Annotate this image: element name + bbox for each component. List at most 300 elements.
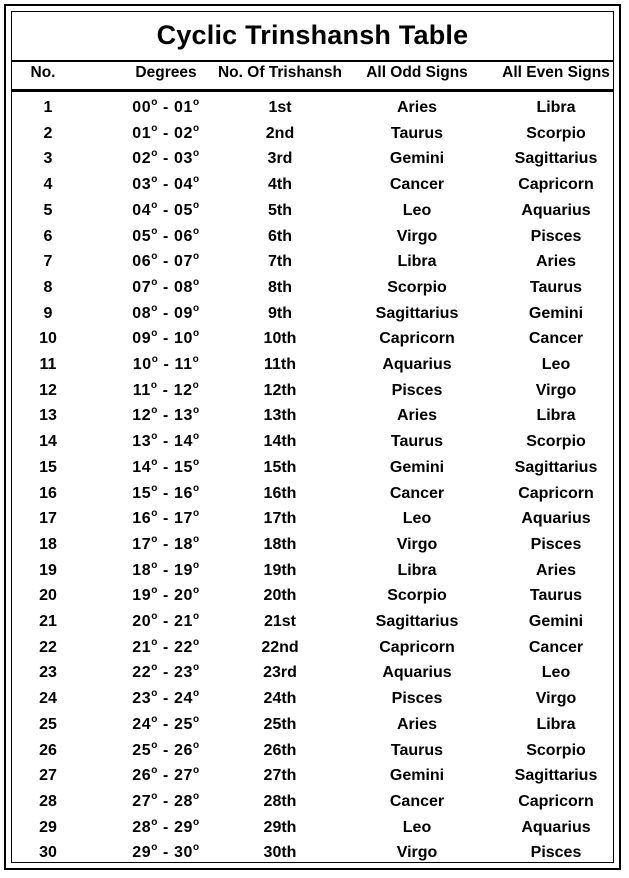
degree-separator: - xyxy=(157,227,175,245)
degree-to: 14 xyxy=(174,433,194,451)
degree-symbol: o xyxy=(193,842,200,854)
degree-separator: - xyxy=(157,201,175,219)
degree-symbol: o xyxy=(151,302,158,314)
table-title: Cyclic Trinshansh Table xyxy=(156,20,469,50)
degree-symbol: o xyxy=(193,199,200,211)
cell-no: 24 xyxy=(39,690,57,708)
cell-no: 20 xyxy=(39,587,57,605)
cell-no: 9 xyxy=(43,304,53,322)
degree-from: 06 xyxy=(132,253,152,271)
degree-from: 15 xyxy=(132,484,152,502)
table-row xyxy=(12,739,613,763)
cell-trinshansh: 5th xyxy=(268,201,292,219)
degree-symbol: o xyxy=(193,148,200,160)
cell-odd-sign: Capricorn xyxy=(379,330,455,348)
table-row xyxy=(12,327,613,351)
cell-odd-sign: Gemini xyxy=(389,458,445,476)
table-row xyxy=(12,173,613,197)
degree-from: 23 xyxy=(132,690,152,708)
degree-to: 11 xyxy=(174,356,193,373)
cell-even-sign: Sagittarius xyxy=(514,150,598,168)
degree-separator: - xyxy=(157,715,175,733)
degree-from: 14 xyxy=(132,458,152,476)
cell-odd-sign: Virgo xyxy=(396,227,438,245)
degree-symbol: o xyxy=(193,790,200,802)
table-row xyxy=(12,687,613,711)
cell-even-sign: Capricorn xyxy=(518,792,594,810)
header-no: No. xyxy=(30,64,56,81)
degree-symbol: o xyxy=(151,354,159,365)
degree-symbol: o xyxy=(151,122,158,134)
cell-trinshansh: 14th xyxy=(263,433,297,451)
degree-symbol: o xyxy=(193,97,200,108)
cell-odd-sign: Capricorn xyxy=(379,638,455,656)
degree-symbol: o xyxy=(151,816,158,828)
degree-to: 06 xyxy=(174,227,194,245)
cell-trinshansh: 30th xyxy=(263,844,297,862)
cell-no: 19 xyxy=(39,561,57,579)
table-row xyxy=(12,250,613,274)
cell-odd-sign: Leo xyxy=(402,201,432,219)
table-row xyxy=(12,507,613,531)
degree-symbol: o xyxy=(192,379,200,391)
degree-separator: - xyxy=(157,561,175,579)
cell-trinshansh: 19th xyxy=(263,561,297,579)
degree-symbol: o xyxy=(193,251,200,263)
cell-odd-sign: Scorpio xyxy=(387,587,447,605)
degree-from: 20 xyxy=(132,613,152,630)
table-row xyxy=(12,96,613,120)
cell-even-sign: Libra xyxy=(536,715,576,733)
degree-symbol: o xyxy=(151,636,158,648)
degree-to: 27 xyxy=(174,767,194,785)
cell-trinshansh: 25th xyxy=(263,715,297,733)
degree-to: 09 xyxy=(174,304,194,322)
cell-odd-sign: Aries xyxy=(396,407,438,425)
table-row xyxy=(12,353,613,377)
degree-from: 10 xyxy=(132,356,152,373)
header-trinshansh: No. Of Trishansh xyxy=(217,64,342,81)
cell-no: 12 xyxy=(39,381,57,399)
degree-from: 17 xyxy=(132,535,152,553)
degree-separator: - xyxy=(158,356,175,373)
degree-to: 13 xyxy=(174,407,194,425)
cell-trinshansh: 28th xyxy=(263,792,297,810)
degree-separator: - xyxy=(157,535,175,553)
cell-trinshansh: 12th xyxy=(263,381,297,399)
degree-separator: - xyxy=(157,278,175,296)
degree-symbol: o xyxy=(151,199,158,211)
cell-no: 14 xyxy=(39,433,57,451)
degree-to: 05 xyxy=(174,201,194,219)
degree-symbol: o xyxy=(193,456,200,468)
cell-even-sign: Sagittarius xyxy=(514,767,598,785)
cell-odd-sign: Taurus xyxy=(390,433,444,451)
table-row xyxy=(12,533,613,557)
degree-to: 21 xyxy=(174,613,194,630)
degree-from: 27 xyxy=(132,792,152,810)
degree-symbol: o xyxy=(151,431,158,443)
cell-odd-sign: Cancer xyxy=(389,176,445,194)
cell-even-sign: Aquarius xyxy=(521,201,591,219)
degree-separator: - xyxy=(157,176,175,194)
cell-no: 16 xyxy=(39,484,57,502)
degree-to: 19 xyxy=(174,561,194,579)
cell-no: 13 xyxy=(39,407,57,425)
cell-trinshansh: 22nd xyxy=(261,638,299,656)
degree-symbol: o xyxy=(193,122,200,134)
table-frame xyxy=(4,4,621,870)
cell-odd-sign: Aquarius xyxy=(382,356,452,373)
degree-from: 26 xyxy=(132,767,152,785)
cell-trinshansh: 29th xyxy=(263,818,297,836)
degree-to: 23 xyxy=(174,664,194,682)
cell-trinshansh: 18th xyxy=(263,535,297,553)
cell-even-sign: Aries xyxy=(535,253,577,271)
header-degrees: Degrees xyxy=(135,64,197,81)
cell-no: 11 xyxy=(39,356,57,373)
cell-even-sign: Libra xyxy=(536,407,576,425)
cell-no: 8 xyxy=(43,278,53,296)
cell-odd-sign: Cancer xyxy=(389,484,445,502)
degree-separator: - xyxy=(157,433,175,451)
degree-symbol: o xyxy=(151,276,158,288)
degree-separator: - xyxy=(157,484,175,502)
degree-from: 00 xyxy=(132,99,152,116)
cell-odd-sign: Taurus xyxy=(390,741,444,759)
degree-separator: - xyxy=(157,330,175,348)
degree-from: 01 xyxy=(132,124,152,142)
degree-symbol: o xyxy=(193,302,200,314)
degree-to: 07 xyxy=(174,253,194,271)
cell-odd-sign: Libra xyxy=(397,253,437,271)
cell-even-sign: Pisces xyxy=(530,535,582,553)
cell-no: 18 xyxy=(39,535,57,553)
cell-even-sign: Libra xyxy=(536,99,576,116)
degree-to: 04 xyxy=(174,176,194,194)
degree-symbol: o xyxy=(151,533,158,545)
cell-no: 6 xyxy=(43,227,53,245)
cell-even-sign: Cancer xyxy=(528,330,584,348)
cell-even-sign: Pisces xyxy=(530,844,582,862)
degree-to: 25 xyxy=(174,715,194,733)
degree-symbol: o xyxy=(193,276,200,288)
cell-even-sign: Capricorn xyxy=(518,176,594,194)
degree-symbol: o xyxy=(151,688,158,700)
title-divider xyxy=(12,60,613,62)
cell-trinshansh: 21st xyxy=(263,613,297,630)
cell-even-sign: Taurus xyxy=(529,587,583,605)
cell-trinshansh: 3rd xyxy=(267,150,293,168)
table-row xyxy=(12,713,613,737)
degree-symbol: o xyxy=(193,688,200,700)
degree-to: 03 xyxy=(174,150,194,168)
degree-from: 25 xyxy=(132,741,152,759)
degree-symbol: o xyxy=(193,739,200,751)
degree-symbol: o xyxy=(151,174,158,186)
degree-from: 09 xyxy=(132,330,152,348)
cell-odd-sign: Sagittarius xyxy=(375,613,459,630)
cell-trinshansh: 20th xyxy=(263,587,297,605)
degree-separator: - xyxy=(157,381,174,399)
degree-symbol: o xyxy=(150,379,158,391)
cell-even-sign: Gemini xyxy=(528,613,584,630)
table-row xyxy=(12,764,613,788)
degree-symbol: o xyxy=(151,405,158,417)
degree-symbol: o xyxy=(193,431,200,443)
table-inner-frame xyxy=(11,11,614,863)
degree-separator: - xyxy=(157,587,175,605)
cell-even-sign: Pisces xyxy=(530,227,582,245)
degree-from: 29 xyxy=(132,844,152,862)
table-row xyxy=(12,584,613,608)
degree-from: 04 xyxy=(132,201,152,219)
degree-symbol: o xyxy=(151,251,158,263)
cell-even-sign: Aquarius xyxy=(521,818,591,836)
degree-separator: - xyxy=(157,792,175,810)
degree-separator: - xyxy=(157,741,175,759)
degree-symbol: o xyxy=(151,328,158,340)
cell-trinshansh: 24th xyxy=(263,690,297,708)
degree-to: 20 xyxy=(174,587,194,605)
cell-even-sign: Leo xyxy=(541,356,571,373)
degree-to: 22 xyxy=(174,638,194,656)
degree-separator: - xyxy=(157,844,175,862)
cell-odd-sign: Pisces xyxy=(391,690,443,708)
degree-from: 11 xyxy=(132,381,151,399)
degree-symbol: o xyxy=(193,559,200,571)
cell-no: 28 xyxy=(39,792,57,810)
degree-to: 28 xyxy=(174,792,194,810)
degree-from: 24 xyxy=(132,715,152,733)
cell-even-sign: Virgo xyxy=(535,690,577,708)
cell-trinshansh: 2nd xyxy=(265,124,295,142)
cell-odd-sign: Aries xyxy=(396,99,438,116)
cell-no: 2 xyxy=(43,124,53,142)
table-row xyxy=(12,122,613,146)
degree-symbol: o xyxy=(151,559,158,571)
degree-symbol: o xyxy=(193,328,200,340)
cell-no: 10 xyxy=(39,330,57,348)
cell-odd-sign: Virgo xyxy=(396,535,438,553)
degree-separator: - xyxy=(157,510,175,528)
cell-trinshansh: 11th xyxy=(263,356,296,373)
degree-from: 28 xyxy=(132,818,152,836)
degree-separator: - xyxy=(157,304,175,322)
degree-to: 29 xyxy=(174,818,194,836)
table-header-row xyxy=(12,64,613,86)
cell-trinshansh: 27th xyxy=(263,767,297,785)
cell-odd-sign: Leo xyxy=(402,818,432,836)
cell-even-sign: Scorpio xyxy=(526,741,586,759)
degree-to: 26 xyxy=(174,741,194,759)
cell-even-sign: Aries xyxy=(535,561,577,579)
table-row xyxy=(12,482,613,506)
degree-symbol: o xyxy=(193,611,200,622)
cell-odd-sign: Leo xyxy=(402,510,432,528)
degree-symbol: o xyxy=(151,508,158,520)
cell-even-sign: Leo xyxy=(541,664,571,682)
degree-separator: - xyxy=(157,638,175,656)
cell-trinshansh: 1st xyxy=(268,99,292,116)
degree-separator: - xyxy=(157,613,175,630)
degree-symbol: o xyxy=(193,508,200,520)
table-row xyxy=(12,661,613,685)
degree-from: 22 xyxy=(132,664,152,682)
degree-from: 18 xyxy=(132,561,152,579)
degree-to: 08 xyxy=(174,278,194,296)
degree-symbol: o xyxy=(193,662,200,674)
degree-symbol: o xyxy=(151,662,158,674)
degree-separator: - xyxy=(157,407,175,425)
cell-trinshansh: 4th xyxy=(268,176,292,194)
cell-even-sign: Scorpio xyxy=(526,433,586,451)
degree-to: 15 xyxy=(174,458,194,476)
cell-even-sign: Sagittarius xyxy=(514,458,598,476)
cell-odd-sign: Taurus xyxy=(390,124,444,142)
degree-symbol: o xyxy=(151,585,158,597)
degree-separator: - xyxy=(157,99,175,116)
degree-symbol: o xyxy=(192,354,200,365)
cell-even-sign: Aquarius xyxy=(521,510,591,528)
cell-even-sign: Scorpio xyxy=(526,124,586,142)
degree-to: 10 xyxy=(174,330,194,348)
degree-to: 18 xyxy=(174,535,194,553)
cell-odd-sign: Libra xyxy=(397,561,437,579)
cell-no: 25 xyxy=(39,715,57,733)
cell-trinshansh: 9th xyxy=(268,304,292,322)
degree-symbol: o xyxy=(193,174,200,186)
cell-no: 4 xyxy=(43,176,53,194)
table-row xyxy=(12,379,613,403)
cell-no: 17 xyxy=(39,510,57,528)
cell-no: 15 xyxy=(39,458,57,476)
cell-even-sign: Cancer xyxy=(528,638,584,656)
cell-trinshansh: 16th xyxy=(263,484,297,502)
degree-symbol: o xyxy=(193,816,200,828)
cell-no: 30 xyxy=(39,844,57,862)
cell-trinshansh: 17th xyxy=(263,510,297,528)
table-row xyxy=(12,790,613,814)
cell-odd-sign: Aquarius xyxy=(382,664,452,682)
degree-from: 21 xyxy=(132,638,152,656)
cell-no: 1 xyxy=(43,99,53,116)
table-row xyxy=(12,430,613,454)
cell-odd-sign: Sagittarius xyxy=(375,304,459,322)
cell-trinshansh: 6th xyxy=(268,227,292,245)
header-even-signs: All Even Signs xyxy=(502,64,610,81)
cell-trinshansh: 23rd xyxy=(263,664,297,682)
degree-symbol: o xyxy=(193,713,200,725)
degree-from: 03 xyxy=(132,176,152,194)
header-divider xyxy=(12,89,613,92)
table-row xyxy=(12,636,613,660)
degree-separator: - xyxy=(157,767,175,785)
cell-odd-sign: Cancer xyxy=(389,792,445,810)
table-row xyxy=(12,302,613,326)
degree-from: 12 xyxy=(132,407,152,425)
degree-separator: - xyxy=(157,124,175,142)
cell-no: 26 xyxy=(39,741,57,759)
degree-from: 16 xyxy=(132,510,152,528)
cell-trinshansh: 15th xyxy=(263,458,297,476)
degree-to: 02 xyxy=(174,124,194,142)
degree-from: 13 xyxy=(132,433,152,451)
cell-even-sign: Taurus xyxy=(529,278,583,296)
cell-odd-sign: Aries xyxy=(396,715,438,733)
table-row xyxy=(12,404,613,428)
table-row xyxy=(12,610,613,634)
cell-trinshansh: 7th xyxy=(268,253,292,271)
degree-symbol: o xyxy=(151,765,158,777)
degree-symbol: o xyxy=(193,636,200,648)
degree-symbol: o xyxy=(151,482,158,494)
cell-trinshansh: 13th xyxy=(263,407,297,425)
cell-odd-sign: Virgo xyxy=(396,844,438,862)
degree-to: 12 xyxy=(173,381,193,399)
cell-odd-sign: Gemini xyxy=(389,150,445,168)
degree-symbol: o xyxy=(193,585,200,597)
cell-odd-sign: Scorpio xyxy=(387,278,447,296)
degree-to: 16 xyxy=(174,484,194,502)
cell-even-sign: Capricorn xyxy=(518,484,594,502)
degree-to: 01 xyxy=(174,99,194,116)
degree-separator: - xyxy=(157,253,175,271)
table-row xyxy=(12,147,613,171)
header-odd-signs: All Odd Signs xyxy=(366,64,468,81)
degree-to: 24 xyxy=(174,690,194,708)
table-row xyxy=(12,456,613,480)
degree-symbol: o xyxy=(151,148,158,160)
degree-separator: - xyxy=(157,664,175,682)
table-row xyxy=(12,225,613,249)
degree-separator: - xyxy=(157,818,175,836)
degree-symbol: o xyxy=(151,842,158,854)
table-row xyxy=(12,276,613,300)
cell-no: 29 xyxy=(39,818,57,836)
degree-to: 17 xyxy=(174,510,194,528)
degree-symbol: o xyxy=(193,765,200,777)
cell-even-sign: Virgo xyxy=(535,381,577,399)
degree-separator: - xyxy=(157,458,175,476)
cell-no: 7 xyxy=(43,253,53,271)
degree-symbol: o xyxy=(193,225,200,237)
cell-odd-sign: Gemini xyxy=(389,767,445,785)
degree-symbol: o xyxy=(151,456,158,468)
degree-symbol: o xyxy=(193,405,200,417)
cell-no: 5 xyxy=(43,201,53,219)
cell-even-sign: Gemini xyxy=(528,304,584,322)
degree-symbol: o xyxy=(151,790,158,802)
cell-trinshansh: 8th xyxy=(268,278,292,296)
degree-symbol: o xyxy=(193,533,200,545)
degree-to: 30 xyxy=(174,844,194,862)
degree-from: 02 xyxy=(132,150,152,168)
table-row xyxy=(12,199,613,223)
cell-no: 23 xyxy=(39,664,57,682)
degree-symbol: o xyxy=(151,611,158,622)
cell-trinshansh: 10th xyxy=(263,330,297,348)
table-row xyxy=(12,841,613,865)
table-row xyxy=(12,816,613,840)
degree-from: 07 xyxy=(132,278,152,296)
degree-symbol: o xyxy=(151,739,158,751)
table-row xyxy=(12,559,613,583)
degree-symbol: o xyxy=(151,713,158,725)
degree-from: 05 xyxy=(132,227,152,245)
degree-separator: - xyxy=(157,150,175,168)
cell-odd-sign: Pisces xyxy=(391,381,443,399)
